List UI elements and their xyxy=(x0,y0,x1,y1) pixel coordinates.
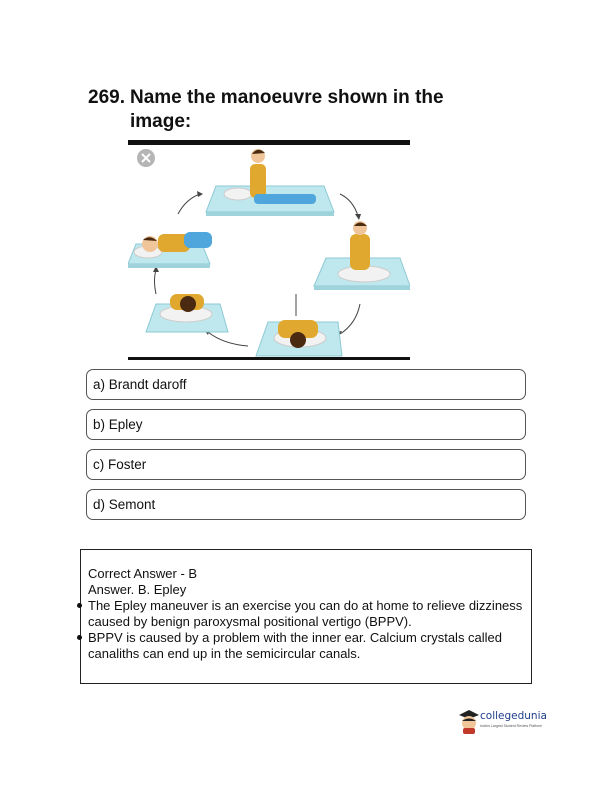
correct-answer: Correct Answer - B xyxy=(88,566,198,581)
option-d[interactable] xyxy=(86,489,526,520)
answer-box xyxy=(80,549,532,684)
option-d-label: d) Semont xyxy=(93,497,156,512)
logo-brand: collegedunia xyxy=(480,710,547,722)
option-c[interactable] xyxy=(86,449,526,480)
option-a[interactable] xyxy=(86,369,526,400)
option-c-label: c) Foster xyxy=(93,457,147,472)
question-text: Name the manoeuvre shown in the image: xyxy=(130,87,444,132)
explanation-bullet: BPPV is caused by a problem with the inner ear. Calcium crystals called canaliths can end up in the semicircular canals. xyxy=(88,630,531,662)
position-face-down xyxy=(256,294,342,356)
close-icon[interactable] xyxy=(137,149,155,167)
manoeuvre-figure xyxy=(128,134,410,362)
position-head-down xyxy=(146,294,228,332)
option-b-label: b) Epley xyxy=(93,417,143,432)
option-a-label: a) Brandt daroff xyxy=(93,377,187,392)
collegedunia-logo xyxy=(458,708,558,736)
position-lying-side xyxy=(128,232,212,268)
mascot-icon xyxy=(458,708,480,734)
logo-tagline: India's Largest Student Review Platform xyxy=(480,724,543,728)
position-sitting xyxy=(206,149,334,216)
answer-line: Answer. B. Epley xyxy=(88,582,187,597)
question-title xyxy=(88,86,508,134)
explanation-bullet: The Epley maneuver is an exercise you can do at home to relieve dizziness caused by benign paroxysmal positional vertigo (BPPV). xyxy=(88,598,531,630)
option-b[interactable] xyxy=(86,409,526,440)
question-number: 269. xyxy=(88,87,125,108)
position-head-turned xyxy=(314,221,410,290)
